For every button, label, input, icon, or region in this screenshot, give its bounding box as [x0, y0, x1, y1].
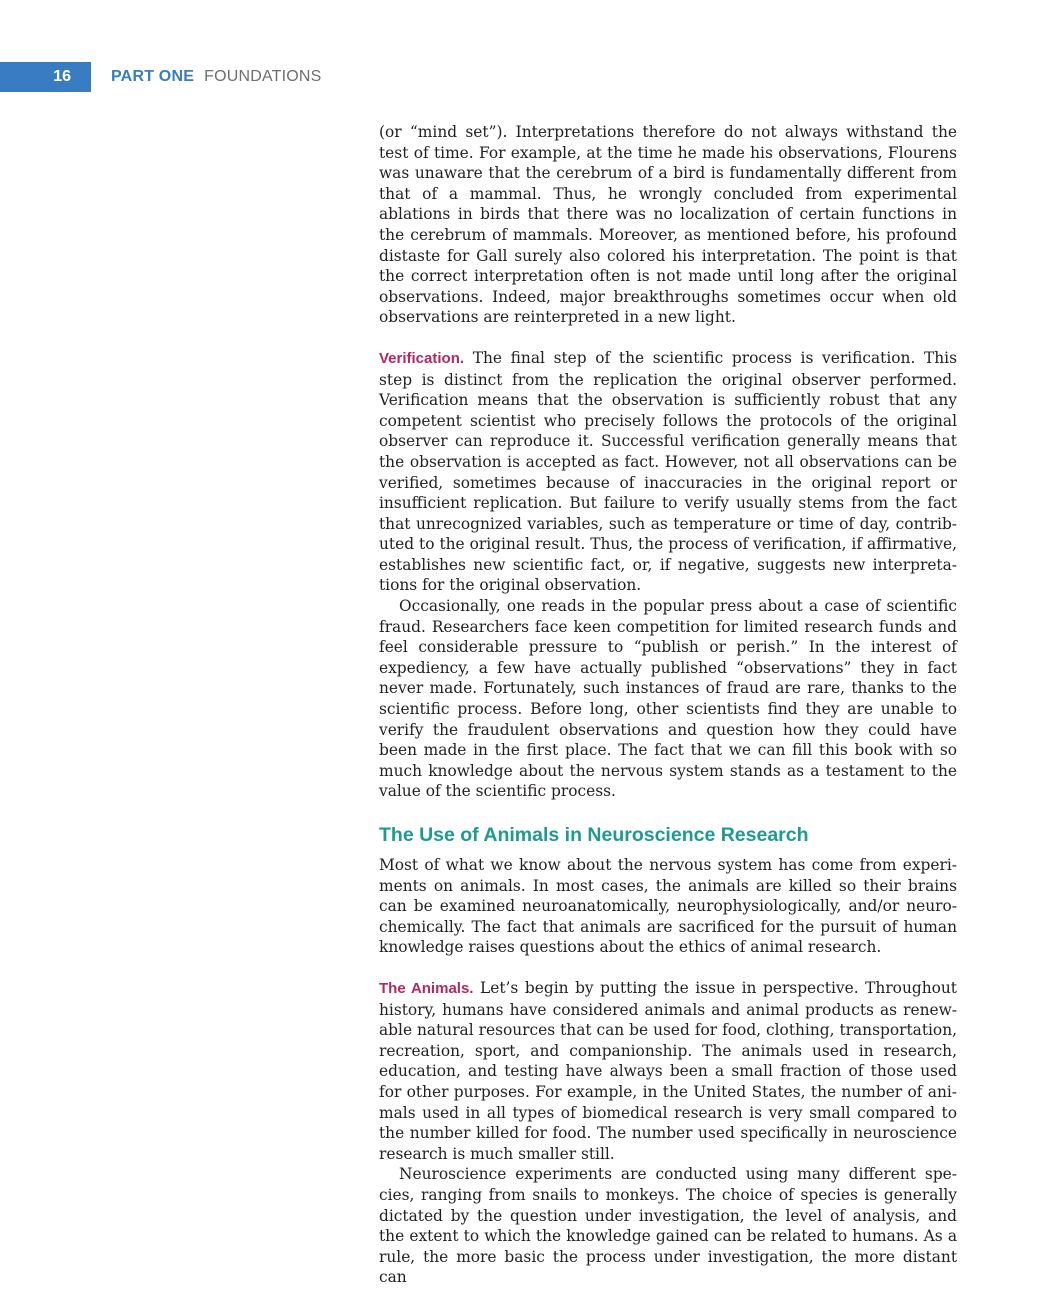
paragraph-gap — [379, 328, 957, 348]
page-header — [0, 62, 1038, 92]
paragraph-gap — [379, 958, 957, 978]
run-in-head-animals: The Animals. — [379, 979, 474, 997]
paragraph-interpretation: (or “mind set”). Interpretations therefore do not always withstand the test of time. For example, at the time he made his observations, Flourens was unaware that the cerebrum of a bird is fundamentally different from that of a mammal. Thus, he wrongly concluded from experimental ablations in birds that there was no localization of certain functions in the cerebrum of mammals. Moreover, as mentioned before, his profound distaste for Gall surely also colored his interpretation. The point is that the correct interpretation often is not made until long after the original observations. Indeed, major breakthroughs sometimes occur when old observations are reinterpreted in a new light. — [379, 123, 957, 327]
section-title: The Use of Animals in Neuroscience Research — [379, 824, 809, 846]
running-head — [111, 62, 322, 92]
verification-text: The final step of the scientific process is verification. This step is distinct from the replication the original observer performed. Verification means that the observation is sufficiently robust that any competent scientist who precisely follows the protocols of the original observer can reproduce it. Successful verification generally means that the observation is accepted as fact. However, not all observations can be verified, sometimes because of inaccuracies in the original report or insufficient replication. But failure to verify usually stems from the fact that unrecognized variables, such as temperature or time of day, contributed to the original result. Thus, the process of verification, if affirmative, establishes new scientific fact, or, if negative, suggests new interpretations for the original observation. — [379, 348, 957, 595]
paragraph-verification — [379, 348, 957, 596]
paragraph-animals — [379, 978, 957, 1164]
chapter-label: FOUNDATIONS — [204, 68, 322, 85]
body-text — [379, 122, 957, 1288]
part-label: PART ONE — [111, 68, 195, 85]
paragraph-section-intro: Most of what we know about the nervous system has come from experiments on animals. In most cases, the animals are killed so their brains can be examined neuroanatomically, neurophysiologically, and/or neurochemically. The fact that animals are sacrificed for the pursuit of human knowledge raises questions about the ethics of animal research. — [379, 856, 957, 957]
paragraph-fraud: Occasionally, one reads in the popular press about a case of scientific fraud. Researchers face keen competition for limited research funds and feel considerable pressure to “publish or perish.” In the interest of expediency, a few have actually published “observations” they in fact never made. Fortunately, such instances of fraud are rare, thanks to the scientific process. Before long, other scientists find they are unable to verify the fraudulent observations and question how they could have been made in the first place. The fact that we can fill this book with so much knowledge about the nervous system stands as a testament to the value of the scientific process. — [379, 597, 957, 801]
run-in-head-verification: Verification. — [379, 349, 465, 367]
paragraph-species: Neuroscience experiments are conducted using many different species, ranging from snails to monkeys. The choice of species is generally dictated by the question under investigation, the level of analysis, and the extent to which the knowledge gained can be related to humans. As a rule, the more basic the process under investigation, the more distant can — [379, 1165, 957, 1287]
page-number: 16 — [0, 62, 91, 92]
animals-text: Let’s begin by putting the issue in perspective. Throughout history, humans have considered animals and animal products as renewable natural resources that can be used for food, clothing, transportation, recreation, sport, and companionship. The animals used in research, education, and testing have always been a small fraction of those used for other purposes. For example, in the United States, the number of animals used in all types of biomedical research is very small compared to the number killed for food. The number used specifically in neuroscience research is much smaller still. — [379, 978, 957, 1163]
